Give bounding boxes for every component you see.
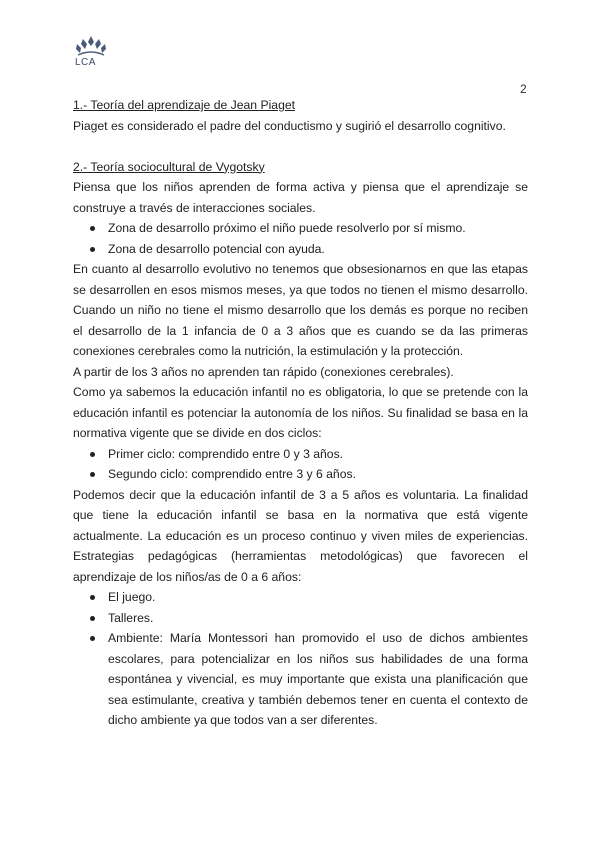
paragraph: A partir de los 3 años no aprenden tan rápido (conexiones cerebrales). (73, 364, 454, 379)
logo-text: LCA (75, 57, 96, 68)
list-item: Ambiente: María Montessori han promovido el uso de dichos ambientes escolares, para potencializar en los niños sus habilidades de una forma espontánea y vivencial, es muy importante que exista una planificación que sea estimulante, creativa y también debemos tener en cuenta el contexto de dicho ambiente ya que todos van a ser diferentes. (73, 628, 528, 731)
list-item: El juego. (73, 587, 528, 608)
section-1-title: 1.- Teoría del aprendizaje de Jean Piaget (73, 98, 296, 112)
zones-list (73, 218, 528, 259)
page-number: 2 (520, 82, 527, 96)
list-item: Zona de desarrollo próximo el niño puede resolverlo por sí mismo. (73, 218, 528, 239)
section-2-title: 2.- Teoría sociocultural de Vygotsky (73, 159, 265, 174)
university-logo (74, 34, 108, 78)
list-item: Segundo ciclo: comprendido entre 3 y 6 años. (73, 464, 528, 485)
list-item: Talleres. (73, 608, 528, 629)
logo-emblem-icon (74, 34, 108, 58)
cycles-list (73, 444, 528, 485)
list-item: Primer ciclo: comprendido entre 0 y 3 años. (73, 444, 528, 465)
paragraph: En cuanto al desarrollo evolutivo no tenemos que obsesionarnos en que las etapas se desarrollen en esos mismos meses, ya que todos no tienen el mismo desarrollo. Cuando un niño no tiene el mismo desarrollo que los demás es porque no reciben el desarrollo de la 1 infancia de 0 a 3 años que es cuando se da las primeras conexiones cerebrales como la nutrición, la estimulación y la protección. (73, 262, 528, 358)
section-2-intro: Piensa que los niños aprenden de forma activa y piensa que el aprendizaje se construye a través de interacciones sociales. (73, 180, 528, 215)
section-1-text: Piaget es considerado el padre del conductismo y sugirió el desarrollo cognitivo. (73, 118, 506, 133)
paragraph: Podemos decir que la educación infantil de 3 a 5 años es voluntaria. La finalidad que tiene la educación infantil se basa en la normativa que está vigente actualmente. La educación es un proceso continuo y viven miles de experiencias. Estrategias pedagógicas (herramientas metodológicas) que favorecen el aprendizaje de los niños/as de 0 a 6 años: (73, 487, 528, 584)
document-body (73, 95, 528, 731)
list-item: Zona de desarrollo potencial con ayuda. (73, 239, 528, 260)
strategies-list (73, 587, 528, 731)
paragraph: Como ya sabemos la educación infantil no es obligatoria, lo que se pretende con la educación infantil es potenciar la autonomía de los niños. Su finalidad se basa en la normativa vigente que se divide en dos ciclos: (73, 385, 528, 440)
